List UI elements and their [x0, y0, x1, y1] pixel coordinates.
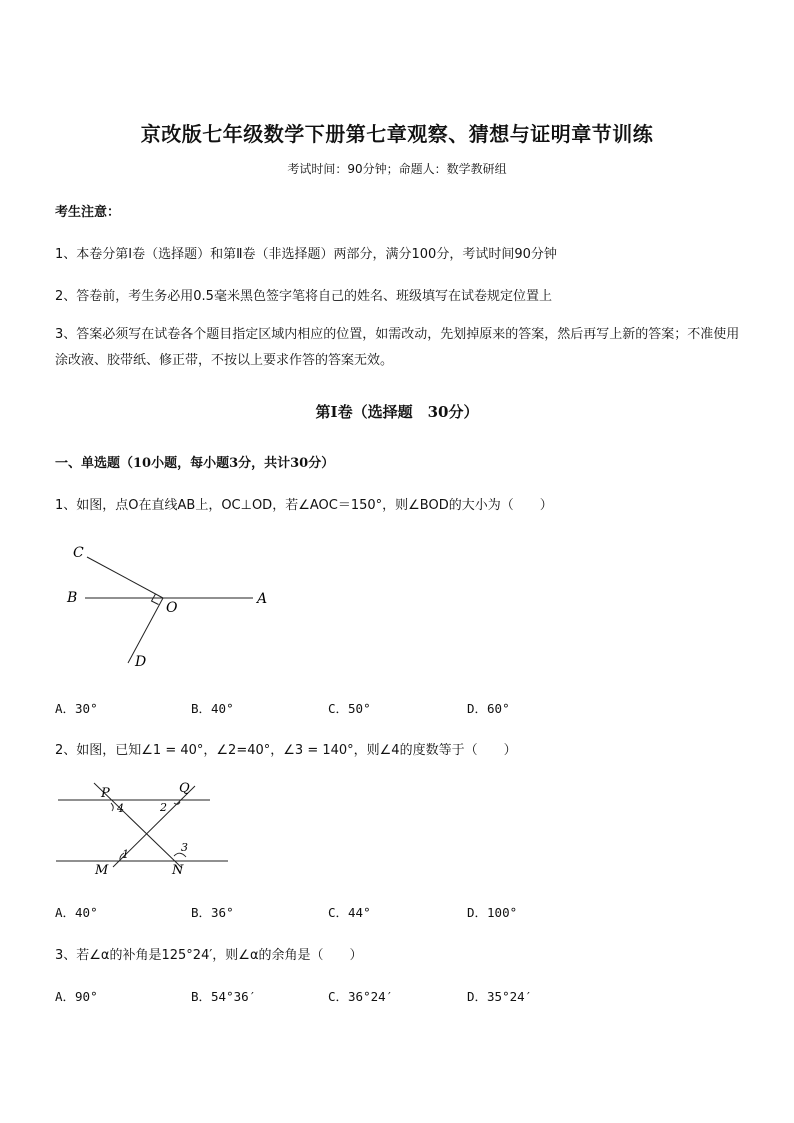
part-title: 第Ⅰ卷（选择题 30分） — [315, 403, 479, 421]
question-1-figure — [55, 535, 285, 675]
question-2-stem: 2、如图，已知∠1 = 40°，∠2=40°，∠3 = 140°，则∠4的度数等于（ ） — [55, 743, 517, 758]
label-m: M — [95, 863, 109, 878]
question-2-figure — [50, 776, 240, 880]
option-d[interactable]: D．100° — [467, 905, 518, 920]
option-b[interactable]: B．54°36′ — [191, 989, 257, 1004]
right-angle-mark — [152, 594, 159, 605]
angle-4-arc — [111, 803, 113, 811]
option-c[interactable]: C．50° — [328, 701, 371, 716]
note-item: 3、答案必须写在试卷各个题目指定区域内相应的位置，如需改动，先划掉原来的答案，然后再写上新的答案；不准使用涂改液、胶带纸、修正带，不按以上要求作答的答案无效。 — [55, 327, 740, 368]
label-d: D — [135, 654, 147, 670]
label-b: B — [67, 590, 78, 606]
option-c[interactable]: C．44° — [328, 905, 371, 920]
option-a[interactable]: A．40° — [55, 905, 98, 920]
option-d[interactable]: D．35°24′ — [467, 989, 533, 1004]
label-p: P — [101, 786, 110, 801]
option-b[interactable]: B．40° — [191, 701, 234, 716]
notes-heading: 考生注意： — [55, 205, 121, 220]
section-title: 一、单选题（10小题，每小题3分，共计30分） — [55, 456, 335, 471]
label-n: N — [172, 863, 184, 878]
option-a[interactable]: A．30° — [55, 701, 98, 716]
ray-oc — [87, 557, 163, 598]
question-1-stem: 1、如图，点O在直线AB上，OC⊥OD，若∠AOC＝150°，则∠BOD的大小为（ ） — [55, 498, 553, 513]
question-3-stem: 3、若∠α的补角是125°24′，则∠α的余角是（ ） — [55, 948, 363, 963]
label-angle-3: 3 — [181, 841, 188, 854]
note-item: 2、答卷前，考生务必用0.5毫米黑色签字笔将自己的姓名、班级填写在试卷规定位置上 — [55, 289, 552, 304]
option-d[interactable]: D．60° — [467, 701, 510, 716]
page-title: 京改版七年级数学下册第七章观察、猜想与证明章节训练 — [140, 122, 654, 146]
exam-info: 考试时间：90分钟；命题人：数学教研组 — [287, 162, 507, 176]
label-angle-2: 2 — [160, 801, 167, 814]
label-q: Q — [179, 781, 190, 796]
label-c: C — [73, 545, 84, 561]
label-o: O — [166, 600, 178, 616]
option-a[interactable]: A．90° — [55, 989, 98, 1004]
note-item: 1、本卷分第Ⅰ卷（选择题）和第Ⅱ卷（非选择题）两部分，满分100分，考试时间90分钟 — [55, 247, 557, 262]
option-b[interactable]: B．36° — [191, 905, 234, 920]
label-a: A — [257, 591, 268, 607]
option-c[interactable]: C．36°24′ — [328, 989, 394, 1004]
label-angle-1: 1 — [122, 848, 129, 861]
label-angle-4: 4 — [117, 802, 124, 815]
